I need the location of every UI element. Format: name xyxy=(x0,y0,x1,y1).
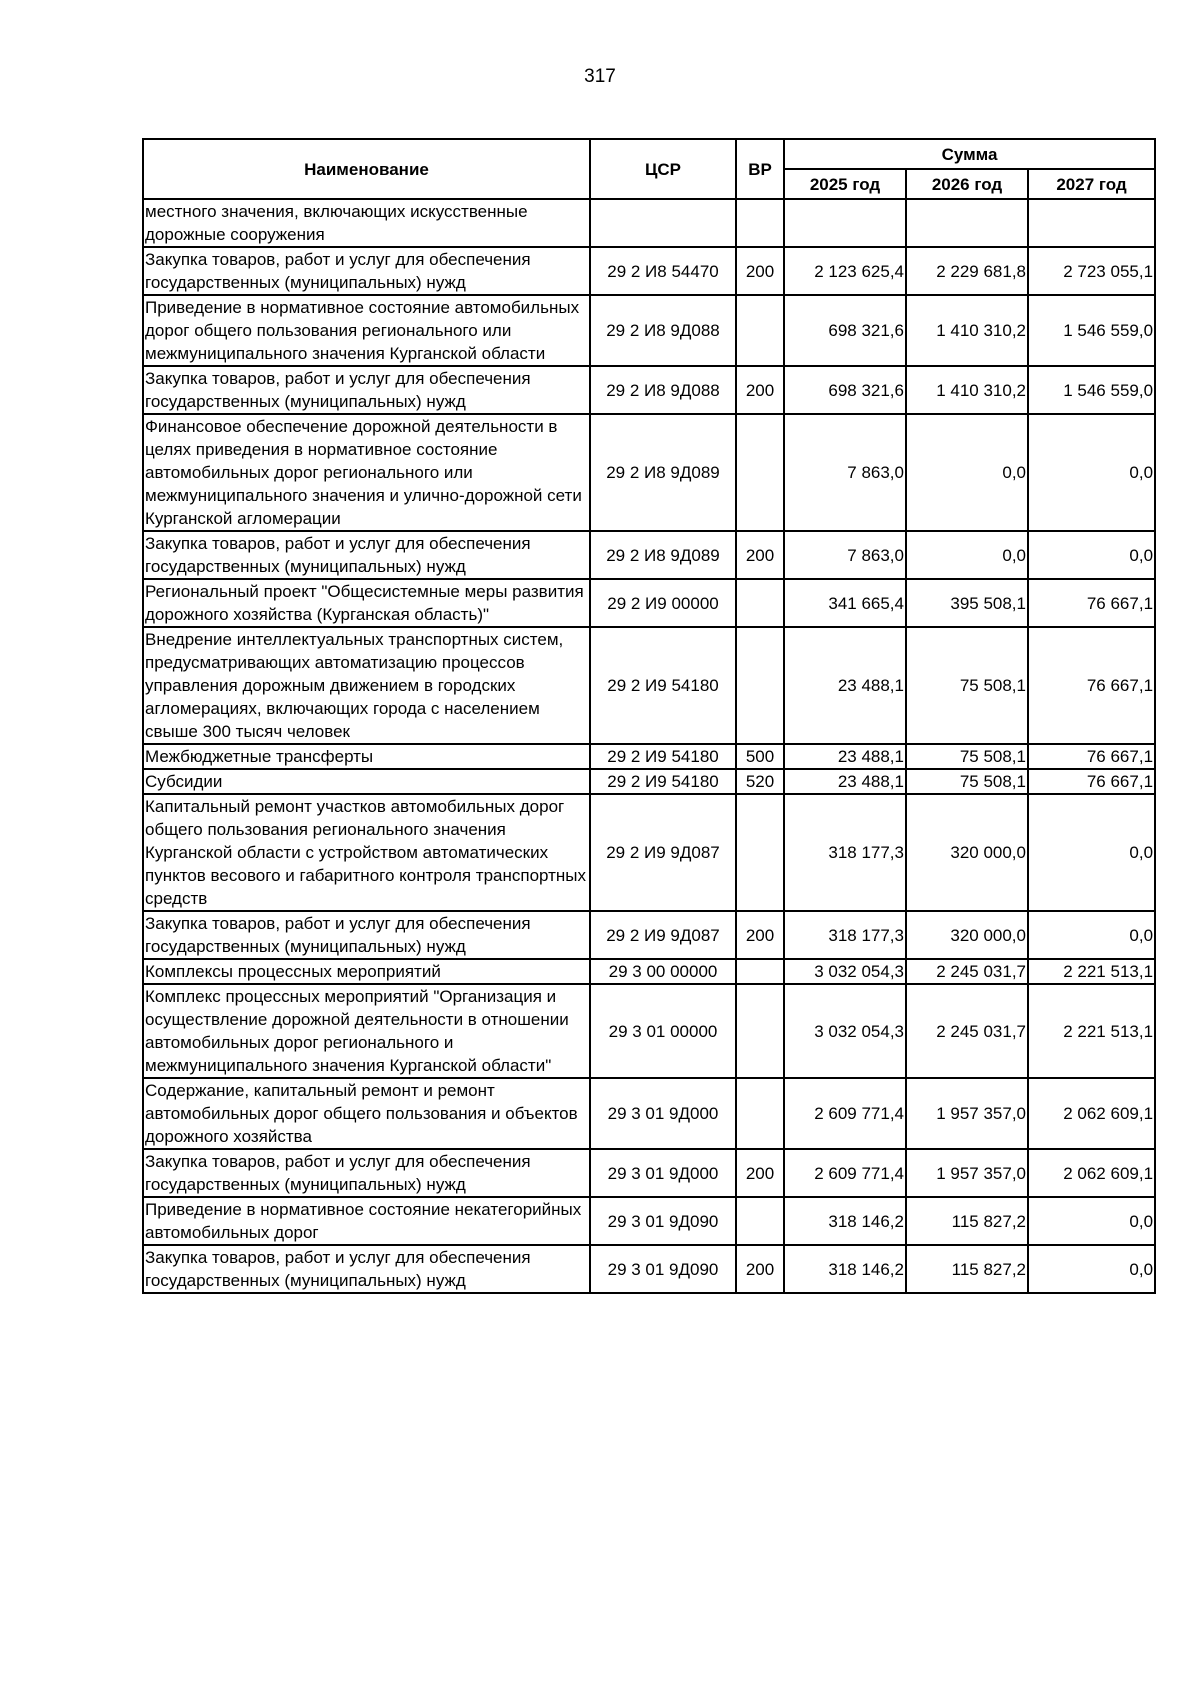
cell-2026: 75 508,1 xyxy=(906,627,1028,744)
header-2025: 2025 год xyxy=(784,169,906,199)
cell-vr xyxy=(736,295,784,366)
table-row xyxy=(143,959,1155,984)
table-row xyxy=(143,1078,1155,1149)
cell-2026: 0,0 xyxy=(906,414,1028,531)
cell-vr xyxy=(736,627,784,744)
cell-name: местного значения, включающих искусственные дорожные сооружения xyxy=(143,199,590,247)
cell-csr: 29 2 И9 54180 xyxy=(590,744,736,769)
cell-2025: 698 321,6 xyxy=(784,295,906,366)
cell-2026: 2 229 681,8 xyxy=(906,247,1028,295)
header-csr: ЦСР xyxy=(590,139,736,199)
budget-table xyxy=(142,138,1156,1294)
cell-2025: 7 863,0 xyxy=(784,414,906,531)
header-2027: 2027 год xyxy=(1028,169,1155,199)
cell-2027: 0,0 xyxy=(1028,414,1155,531)
cell-name: Региональный проект "Общесистемные меры развития дорожного хозяйства (Курганская область)" xyxy=(143,579,590,627)
cell-vr: 520 xyxy=(736,769,784,794)
cell-vr: 200 xyxy=(736,1149,784,1197)
cell-name: Закупка товаров, работ и услуг для обеспечения государственных (муниципальных) нужд xyxy=(143,1149,590,1197)
cell-csr: 29 2 И9 9Д087 xyxy=(590,911,736,959)
cell-vr: 200 xyxy=(736,247,784,295)
cell-csr: 29 3 01 9Д090 xyxy=(590,1197,736,1245)
cell-2027: 76 667,1 xyxy=(1028,579,1155,627)
cell-2027: 2 062 609,1 xyxy=(1028,1149,1155,1197)
cell-2027: 2 062 609,1 xyxy=(1028,1078,1155,1149)
cell-2025: 2 123 625,4 xyxy=(784,247,906,295)
cell-2026: 2 245 031,7 xyxy=(906,984,1028,1078)
cell-2027: 2 723 055,1 xyxy=(1028,247,1155,295)
cell-2025: 23 488,1 xyxy=(784,744,906,769)
cell-2027: 0,0 xyxy=(1028,531,1155,579)
cell-2025 xyxy=(784,199,906,247)
cell-2025: 23 488,1 xyxy=(784,627,906,744)
cell-vr xyxy=(736,794,784,911)
cell-2026: 320 000,0 xyxy=(906,911,1028,959)
cell-2025: 318 177,3 xyxy=(784,794,906,911)
cell-2025: 318 146,2 xyxy=(784,1197,906,1245)
cell-2026: 115 827,2 xyxy=(906,1197,1028,1245)
cell-name: Закупка товаров, работ и услуг для обеспечения государственных (муниципальных) нужд xyxy=(143,366,590,414)
table-body xyxy=(143,199,1155,1293)
cell-2025: 3 032 054,3 xyxy=(784,984,906,1078)
cell-2025: 23 488,1 xyxy=(784,769,906,794)
cell-name: Внедрение интеллектуальных транспортных систем, предусматривающих автоматизацию процессов управления дорожным движением в городских агломерациях, включающих города с населением свыше 300 тысяч человек xyxy=(143,627,590,744)
cell-2026: 1 410 310,2 xyxy=(906,295,1028,366)
cell-vr: 200 xyxy=(736,366,784,414)
table-row xyxy=(143,1197,1155,1245)
cell-vr xyxy=(736,1197,784,1245)
header-2026: 2026 год xyxy=(906,169,1028,199)
cell-csr: 29 2 И9 54180 xyxy=(590,627,736,744)
cell-csr: 29 3 00 00000 xyxy=(590,959,736,984)
cell-csr: 29 2 И9 9Д087 xyxy=(590,794,736,911)
cell-csr: 29 3 01 00000 xyxy=(590,984,736,1078)
cell-2026: 1 957 357,0 xyxy=(906,1149,1028,1197)
cell-2025: 3 032 054,3 xyxy=(784,959,906,984)
cell-csr: 29 2 И9 00000 xyxy=(590,579,736,627)
cell-2026: 395 508,1 xyxy=(906,579,1028,627)
table-row xyxy=(143,1245,1155,1293)
cell-name: Комплексы процессных мероприятий xyxy=(143,959,590,984)
header-name: Наименование xyxy=(143,139,590,199)
cell-csr: 29 2 И8 9Д089 xyxy=(590,531,736,579)
table-row xyxy=(143,531,1155,579)
cell-2027: 76 667,1 xyxy=(1028,769,1155,794)
table-row xyxy=(143,579,1155,627)
header-sum: Сумма xyxy=(784,139,1155,169)
page-number: 317 xyxy=(584,66,616,87)
cell-name: Субсидии xyxy=(143,769,590,794)
table-row xyxy=(143,794,1155,911)
cell-csr: 29 2 И8 9Д088 xyxy=(590,295,736,366)
cell-2025: 318 177,3 xyxy=(784,911,906,959)
cell-2025: 2 609 771,4 xyxy=(784,1149,906,1197)
cell-csr: 29 2 И8 9Д088 xyxy=(590,366,736,414)
table-header xyxy=(143,139,1155,199)
cell-vr: 200 xyxy=(736,1245,784,1293)
cell-csr: 29 3 01 9Д000 xyxy=(590,1149,736,1197)
table-row xyxy=(143,295,1155,366)
cell-2026: 1 957 357,0 xyxy=(906,1078,1028,1149)
header-vr: ВР xyxy=(736,139,784,199)
cell-vr xyxy=(736,199,784,247)
table-row xyxy=(143,247,1155,295)
cell-name: Содержание, капитальный ремонт и ремонт автомобильных дорог общего пользования и объектов дорожного хозяйства xyxy=(143,1078,590,1149)
cell-2027: 76 667,1 xyxy=(1028,627,1155,744)
cell-2027: 0,0 xyxy=(1028,911,1155,959)
cell-2027: 0,0 xyxy=(1028,1197,1155,1245)
cell-csr xyxy=(590,199,736,247)
cell-2027: 1 546 559,0 xyxy=(1028,366,1155,414)
cell-2026: 0,0 xyxy=(906,531,1028,579)
cell-vr xyxy=(736,1078,784,1149)
cell-vr xyxy=(736,414,784,531)
table-row xyxy=(143,744,1155,769)
cell-csr: 29 2 И8 9Д089 xyxy=(590,414,736,531)
cell-vr xyxy=(736,579,784,627)
cell-2027: 0,0 xyxy=(1028,1245,1155,1293)
table-row xyxy=(143,911,1155,959)
cell-csr: 29 3 01 9Д090 xyxy=(590,1245,736,1293)
cell-name: Комплекс процессных мероприятий "Организация и осуществление дорожной деятельности в отношении автомобильных дорог регионального и межмуниципального значения Курганской области" xyxy=(143,984,590,1078)
cell-2026: 2 245 031,7 xyxy=(906,959,1028,984)
cell-vr: 500 xyxy=(736,744,784,769)
cell-2025: 318 146,2 xyxy=(784,1245,906,1293)
table-row xyxy=(143,366,1155,414)
cell-name: Закупка товаров, работ и услуг для обеспечения государственных (муниципальных) нужд xyxy=(143,1245,590,1293)
cell-2025: 698 321,6 xyxy=(784,366,906,414)
cell-2026: 115 827,2 xyxy=(906,1245,1028,1293)
cell-2027: 1 546 559,0 xyxy=(1028,295,1155,366)
cell-2027: 2 221 513,1 xyxy=(1028,959,1155,984)
cell-name: Приведение в нормативное состояние некатегорийных автомобильных дорог xyxy=(143,1197,590,1245)
cell-2027: 0,0 xyxy=(1028,794,1155,911)
cell-2026 xyxy=(906,199,1028,247)
cell-vr: 200 xyxy=(736,911,784,959)
cell-name: Капитальный ремонт участков автомобильных дорог общего пользования регионального значения Курганской области с устройством автоматических пунктов весового и габаритного контроля транспортных средств xyxy=(143,794,590,911)
cell-name: Финансовое обеспечение дорожной деятельности в целях приведения в нормативное состояние автомобильных дорог регионального или межмуниципального значения и улично-дорожной сети Курганской агломерации xyxy=(143,414,590,531)
table-row xyxy=(143,627,1155,744)
cell-2026: 1 410 310,2 xyxy=(906,366,1028,414)
cell-2025: 7 863,0 xyxy=(784,531,906,579)
table-row xyxy=(143,1149,1155,1197)
cell-name: Закупка товаров, работ и услуг для обеспечения государственных (муниципальных) нужд xyxy=(143,911,590,959)
table-row xyxy=(143,199,1155,247)
cell-csr: 29 2 И9 54180 xyxy=(590,769,736,794)
cell-2026: 320 000,0 xyxy=(906,794,1028,911)
cell-2027 xyxy=(1028,199,1155,247)
cell-name: Закупка товаров, работ и услуг для обеспечения государственных (муниципальных) нужд xyxy=(143,247,590,295)
cell-2025: 341 665,4 xyxy=(784,579,906,627)
cell-2026: 75 508,1 xyxy=(906,744,1028,769)
cell-csr: 29 3 01 9Д000 xyxy=(590,1078,736,1149)
cell-vr: 200 xyxy=(736,531,784,579)
cell-2027: 2 221 513,1 xyxy=(1028,984,1155,1078)
cell-2025: 2 609 771,4 xyxy=(784,1078,906,1149)
cell-vr xyxy=(736,984,784,1078)
cell-vr xyxy=(736,959,784,984)
table-row xyxy=(143,414,1155,531)
table-row xyxy=(143,769,1155,794)
cell-2027: 76 667,1 xyxy=(1028,744,1155,769)
cell-name: Межбюджетные трансферты xyxy=(143,744,590,769)
cell-csr: 29 2 И8 54470 xyxy=(590,247,736,295)
cell-name: Закупка товаров, работ и услуг для обеспечения государственных (муниципальных) нужд xyxy=(143,531,590,579)
cell-2026: 75 508,1 xyxy=(906,769,1028,794)
table-row xyxy=(143,984,1155,1078)
cell-name: Приведение в нормативное состояние автомобильных дорог общего пользования регионального или межмуниципального значения Курганской области xyxy=(143,295,590,366)
